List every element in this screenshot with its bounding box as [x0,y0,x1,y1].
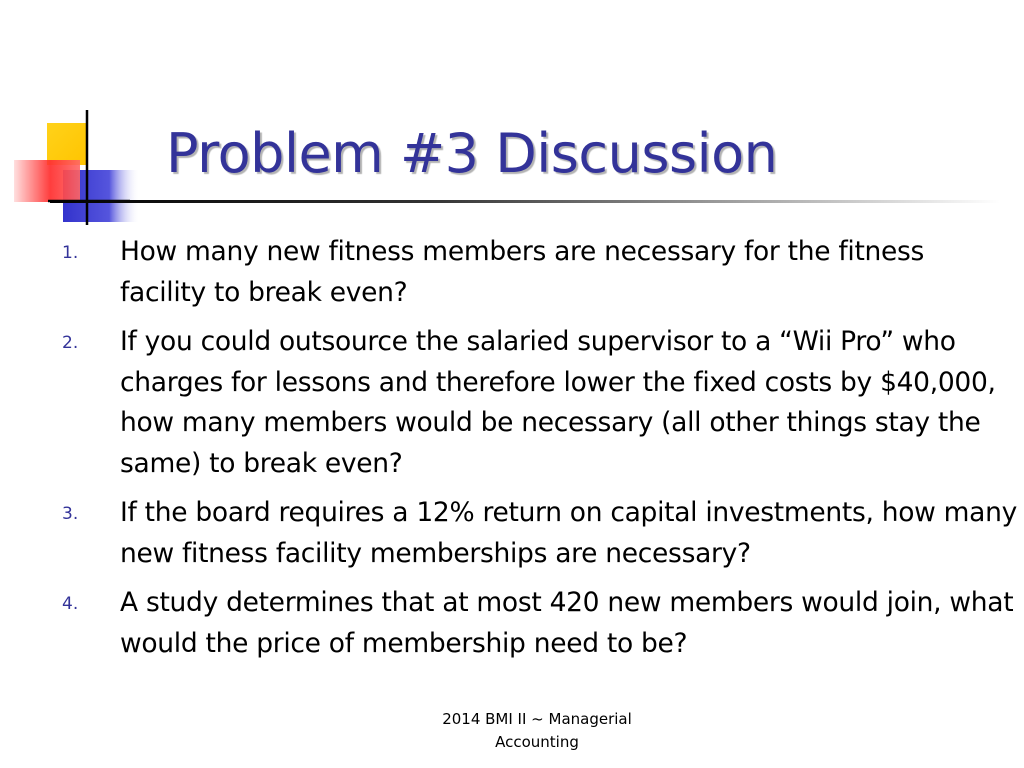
footer-line-2: Accounting [495,733,579,751]
list-item [62,583,1017,664]
list-number: 3. [62,504,79,524]
decorative-squares-logo [0,0,160,240]
list-number: 4. [62,594,79,614]
slide-footer [397,708,677,754]
list-text: If you could outsource the salaried supervisor to a “Wii Pro” who charges for lessons and therefore lower the fixed costs by $40,000, how many members would be necessary (all other things stay the same) to break even? [120,326,996,479]
list-item [62,493,1017,574]
logo-yellow-square [47,123,87,165]
title-underline [50,200,1000,203]
list-item [62,232,1017,313]
list-number: 1. [62,243,79,263]
logo-red-square [14,160,80,202]
list-number: 2. [62,333,79,353]
question-list [62,232,1017,673]
list-text: A study determines that at most 420 new members would join, what would the price of membership need to be? [120,587,1014,659]
list-text: How many new fitness members are necessary for the fitness facility to break even? [120,236,925,308]
list-text: If the board requires a 12% return on capital investments, how many new fitness facility memberships are necessary? [120,497,1017,569]
slide-title: Problem #3 Discussion [166,122,778,185]
footer-line-1: 2014 BMI II ~ Managerial [442,710,632,728]
list-item [62,322,1017,484]
